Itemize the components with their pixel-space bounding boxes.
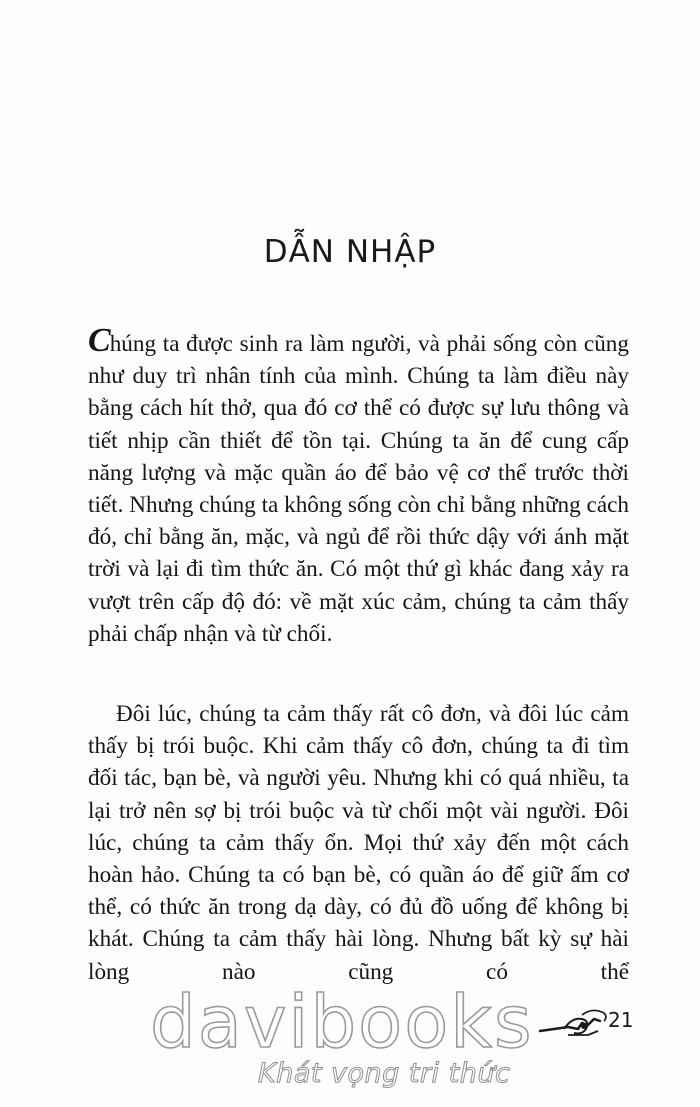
paragraph-2: Đôi lúc, chúng ta cảm thấy rất cô đơn, và đôi lúc cảm thấy bị trói buộc. Khi cảm thấy cô đơn, chúng ta đi tìm đối tác, bạn bè, và người yêu. Nhưng khi có quá nhiều, ta lại trở nên sợ bị trói buộc và từ chối một vài người. Đôi lúc, chúng ta cảm thấy ổn. Mọi thứ xảy đến một cách hoàn hảo. Chúng ta có bạn bè, có quần áo để giữ ấm cơ thể, có thức ăn trong dạ dày, có đủ đồ uống để không bị khát. Chúng ta cảm thấy hài lòng. Nhưng bất kỳ sự hài lòng nào cũng có thể [88, 701, 629, 985]
publisher-tagline: Khát vọng tri thức [258, 1058, 511, 1089]
page-number: 21 [608, 1008, 634, 1032]
drop-cap: C [88, 322, 110, 359]
chapter-title: DẪN NHẬP [263, 233, 437, 270]
scroll-ornament-icon [538, 1005, 616, 1041]
paragraph-1-text: húng ta được sinh ra làm người, và phải sống còn cũng như duy trì nhân tính của mình. Chúng ta làm điều này bằng cách hít thở, qua đó cơ thể có được sự lưu thông và tiết nhịp cần thiết để tồn tại. Chúng ta ăn để cung cấp năng lượng và mặc quần áo để bảo vệ cơ thể trước thời tiết. Nhưng chúng ta không sống còn chỉ bằng những cách đó, chỉ bằng ăn, mặc, và ngủ để rồi thức dậy với ánh mặt trời và lại đi tìm thức ăn. Có một thứ gì khác đang xảy ra vượt trên cấp độ đó: về mặt xúc cảm, chúng ta cảm thấy phải chấp nhận và từ chối. [88, 331, 629, 647]
page-footer [0, 980, 700, 1107]
publisher-watermark: davibooks [150, 980, 534, 1064]
paragraph-1 [88, 322, 629, 650]
